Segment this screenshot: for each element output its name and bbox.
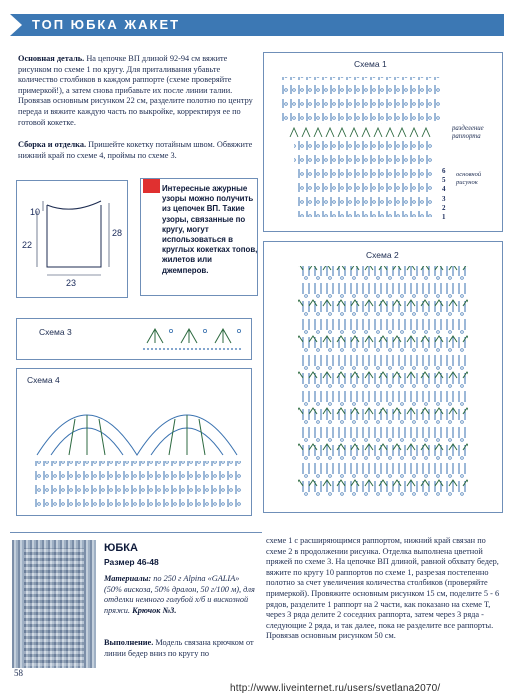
scheme-1-box: [263, 52, 503, 232]
assembly-heading: Сборка и отделка.: [18, 140, 87, 149]
hook-text: Крючок №3.: [132, 605, 177, 615]
row-number: 5: [442, 176, 446, 185]
footer-url[interactable]: http://www.liveinternet.ru/users/svetlana2070/: [230, 683, 441, 694]
assembly-text: Пришейте кокетку потайным швом. Обвяжите нижний край по схеме 4, проймы по схеме 3.: [18, 140, 253, 160]
materials-text: по 250 г Alpina «GALIA» (50% вискоза, 50% дралон, 50 г/100 м), для отделки немного голубой х/б и вискозной пряжи.: [104, 574, 255, 615]
main-part-text: На цепочке ВП длиной 92-94 см вяжите рисунком по схеме 1 по кругу. Для приталивания убавьте количество столбиков в каждом раппорте (схеме проверяйте примеркой!), а затем снова прибавьте их после линии талии. Провязав основным рисунком 22 см, разделите полотно по центру переда и вяжите каждую часть по выкройке, корректируя ее по готовой кокетке.: [18, 54, 253, 127]
main-part-paragraph: [18, 54, 260, 128]
row-number: 1: [442, 213, 446, 222]
section-divider: [10, 532, 262, 533]
materials-label: Материалы:: [104, 574, 152, 583]
header-arrow-icon: [10, 14, 22, 36]
legend-split-label: разделение раппорта: [452, 125, 484, 140]
skirt-title: ЮБКА: [104, 542, 138, 554]
header-title: ТОП ЮБКА ЖАКЕТ: [32, 17, 181, 32]
skirt-materials: [104, 574, 256, 616]
page-number: 58: [14, 668, 23, 678]
scheme-4-box: [16, 368, 252, 516]
row-number: 6: [442, 167, 446, 175]
scheme-3-box: [16, 318, 252, 360]
main-part-heading: Основная деталь.: [18, 54, 85, 63]
row-number: 4: [442, 185, 446, 194]
dim-28: 28: [112, 228, 123, 238]
right-column-text: схеме 1 с расширяющимся раппортом, нижний край связан по схеме 2 в продолжении рисунка. Отделка выполнена цветной пряжей по схеме 3. На цепочке ВП длиной, равной обхвату бедер, вяжите по кругу 10 раппортов по схеме 1, разрезая постепенно полотно за счет увеличения количества столбиков (проверяйте примеркой). Провяжите основным рисунком 15 см, поделите 5 - 6 рядов, разделите 1 раппорт на 2 части, как показано на схеме Т, через 3 ряда делите 2 соседних раппорта, затем через 3 ряда - следующие 2 ряда, и так далее, пока не разделите все раппорты. Провязав основным рисунком 50 см.: [266, 536, 500, 641]
scheme-3-title: Схема 3: [39, 327, 72, 337]
skirt-size: Размер 46-48: [104, 557, 159, 567]
skirt-work: [104, 638, 256, 659]
work-text: Модель связана крючком от линии бедер вниз по кругу по: [104, 638, 254, 658]
scheme-4-title: Схема 4: [27, 375, 60, 385]
skirt-photo-texture: [24, 548, 84, 666]
legend-main-label: основной рисунок: [456, 171, 482, 186]
red-square-icon: [143, 179, 160, 193]
scheme-3-diagram: [141, 323, 245, 357]
scheme-2-box: [263, 241, 503, 513]
row-numbers: [442, 167, 446, 222]
dim-22: 22: [22, 240, 33, 250]
assembly-paragraph: [18, 140, 260, 161]
dim-23: 23: [66, 278, 77, 288]
dim-10: 10: [30, 207, 41, 217]
scheme-1-title: Схема 1: [354, 59, 387, 69]
scheme-1-diagram: [264, 69, 502, 231]
scheme-2-title: Схема 2: [366, 250, 399, 260]
row-number: 3: [442, 194, 446, 203]
page-header: [10, 14, 504, 36]
scheme-2-diagram: [264, 262, 502, 512]
work-label: Выполнение.: [104, 638, 154, 647]
scheme-4-diagram: [17, 385, 251, 515]
callout-text: Интересные ажурные узоры можно получить из цепочек ВП. Такие узоры, связанные по кругу, могут использоваться в круглых кокетках топов, жилетов или джемперов.: [162, 184, 258, 275]
row-number: 2: [442, 203, 446, 212]
